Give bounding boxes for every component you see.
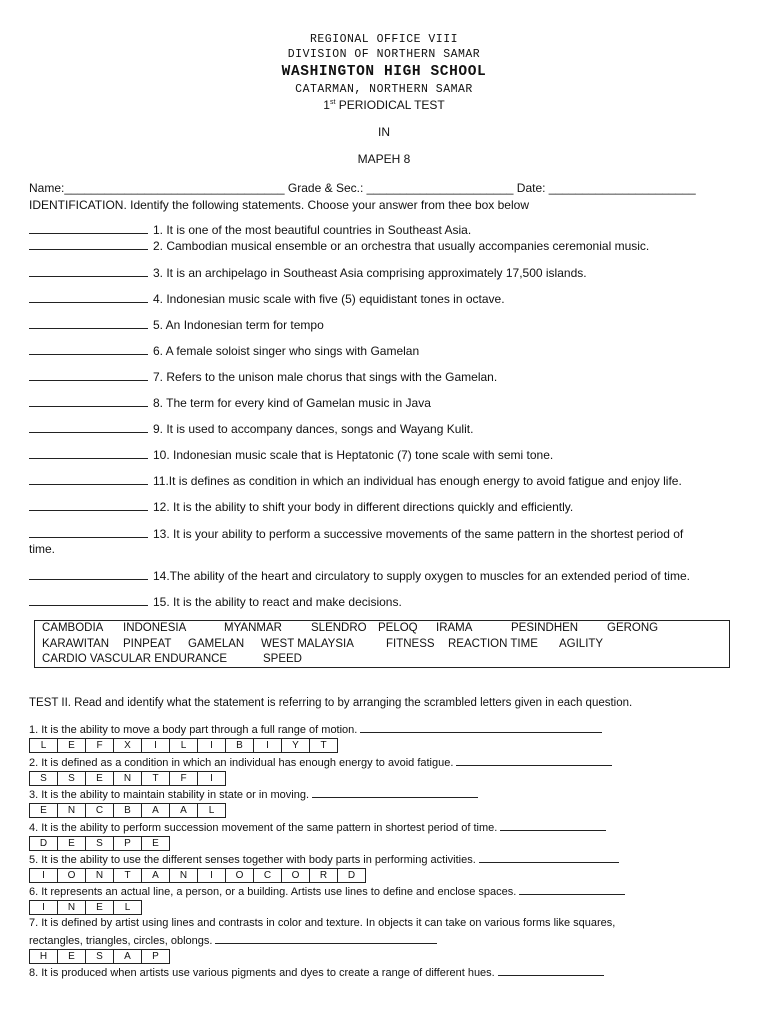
letter-box: L (29, 738, 58, 753)
letter-box: N (57, 900, 86, 915)
scrambled-letters-3 (29, 803, 225, 818)
scrambled-letters-1 (29, 738, 337, 753)
letter-box: L (113, 900, 142, 915)
answer-line[interactable] (360, 722, 602, 733)
answer-blank[interactable] (29, 421, 148, 433)
letter-box: A (169, 803, 198, 818)
test-title: 1st PERIODICAL TEST (323, 98, 445, 112)
answer-line[interactable] (456, 755, 612, 766)
letter-box: T (309, 738, 338, 753)
scrambled-letters-2 (29, 771, 225, 786)
letter-box: S (29, 771, 58, 786)
identification-instructions: IDENTIFICATION. Identify the following statements. Choose your answer from thee box below (29, 198, 529, 212)
answer-blank[interactable] (29, 291, 148, 303)
answer-blank[interactable] (29, 238, 148, 250)
choice: AGILITY (559, 638, 604, 650)
answer-blank[interactable] (29, 594, 148, 606)
letter-box: I (253, 738, 282, 753)
letter-box: N (113, 771, 142, 786)
letter-box: T (113, 868, 142, 883)
division: DIVISION OF NORTHERN SAMAR (287, 48, 481, 61)
choice: FITNESS (386, 638, 435, 650)
letter-box: F (169, 771, 198, 786)
scrambled-letters-7 (29, 949, 169, 964)
letter-box: H (29, 949, 58, 964)
test2-question-3: 3. It is the ability to maintain stability in state or in moving. (29, 787, 478, 801)
letter-box: I (29, 868, 58, 883)
test2-question-7-continued: rectangles, triangles, circles, oblongs. (29, 933, 437, 947)
choice: MYANMAR (224, 622, 282, 634)
letter-box: D (337, 868, 366, 883)
answer-blank[interactable] (29, 473, 148, 485)
name-grade-date-line: Name:_________________________________ Grade & Sec.: ______________________ Date: ______________________ (29, 181, 696, 195)
test2-question-6: 6. It represents an actual line, a person, or a building. Artists use lines to define and enclose spaces. (29, 884, 625, 898)
letter-box: C (85, 803, 114, 818)
choice: GAMELAN (188, 638, 245, 650)
answer-line[interactable] (500, 820, 606, 831)
test2-question-5: 5. It is the ability to use the different senses together with body parts in performing activities. (29, 852, 619, 866)
test-in: IN (378, 125, 390, 139)
choice: PESINDHEN (511, 622, 579, 634)
letter-box: I (29, 900, 58, 915)
question-2: 2. Cambodian musical ensemble or an orchestra that usually accompanies ceremonial music. (29, 238, 649, 253)
choice: IRAMA (436, 622, 473, 634)
letter-box: I (197, 771, 226, 786)
scrambled-letters-5 (29, 868, 365, 883)
letter-box: L (169, 738, 198, 753)
test2-question-2: 2. It is defined as a condition in which an individual has enough energy to avoid fatigue. (29, 755, 612, 769)
letter-box: I (141, 738, 170, 753)
answer-blank[interactable] (29, 343, 148, 355)
letter-box: N (85, 868, 114, 883)
letter-box: E (29, 803, 58, 818)
choice: REACTION TIME (448, 638, 538, 650)
letter-box: O (225, 868, 254, 883)
answer-blank[interactable] (29, 526, 148, 538)
test2-question-8: 8. It is produced when artists use various pigments and dyes to create a range of different hues. (29, 965, 604, 979)
letter-box: A (141, 803, 170, 818)
choice: CAMBODIA (42, 622, 104, 634)
answer-blank[interactable] (29, 499, 148, 511)
subject-title: MAPEH 8 (357, 152, 411, 166)
question-4: 4. Indonesian music scale with five (5) equidistant tones in octave. (29, 291, 505, 306)
answer-line[interactable] (498, 965, 604, 976)
choice: INDONESIA (123, 622, 187, 634)
letter-box: B (113, 803, 142, 818)
answer-blank[interactable] (29, 369, 148, 381)
answer-blank[interactable] (29, 317, 148, 329)
question-14: 14.The ability of the heart and circulatory to supply oxygen to muscles for an extended period of time. (29, 568, 690, 583)
letter-box: Y (281, 738, 310, 753)
letter-box: E (57, 949, 86, 964)
choice: GERONG (607, 622, 659, 634)
question-10: 10. Indonesian music scale that is Heptatonic (7) tone scale with semi tone. (29, 447, 553, 462)
letter-box: N (169, 868, 198, 883)
choice: SLENDRO (311, 622, 367, 634)
question-1: 1. It is one of the most beautiful countries in Southeast Asia. (29, 222, 471, 237)
letter-box: E (85, 771, 114, 786)
answer-blank[interactable] (29, 222, 148, 234)
scrambled-letters-4 (29, 836, 169, 851)
question-7: 7. Refers to the unison male chorus that sings with the Gamelan. (29, 369, 497, 384)
choice: SPEED (263, 653, 302, 665)
letter-box: E (141, 836, 170, 851)
letter-box: P (113, 836, 142, 851)
regional-office: REGIONAL OFFICE VIII (309, 33, 459, 46)
letter-box: I (197, 738, 226, 753)
choice: PELOQ (378, 622, 418, 634)
question-6: 6. A female soloist singer who sings with Gamelan (29, 343, 419, 358)
letter-box: O (57, 868, 86, 883)
school-location: CATARMAN, NORTHERN SAMAR (295, 83, 473, 96)
letter-box: L (197, 803, 226, 818)
test2-instructions: TEST II. Read and identify what the statement is referring to by arranging the scrambled letters given in each question. (29, 697, 633, 709)
test2-question-1: 1. It is the ability to move a body part through a full range of motion. (29, 722, 602, 736)
answer-blank[interactable] (29, 568, 148, 580)
question-11: 11.It is defines as condition in which an individual has enough energy to avoid fatigue and enjoy life. (29, 473, 682, 488)
question-5: 5. An Indonesian term for tempo (29, 317, 324, 332)
choice: PINPEAT (123, 638, 172, 650)
letter-box: F (85, 738, 114, 753)
letter-box: I (197, 868, 226, 883)
choice: WEST MALAYSIA (261, 638, 354, 650)
letter-box: E (57, 836, 86, 851)
letter-box: E (85, 900, 114, 915)
scrambled-letters-6 (29, 900, 141, 915)
answer-line[interactable] (479, 852, 619, 863)
letter-box: D (29, 836, 58, 851)
letter-box: N (57, 803, 86, 818)
letter-box: P (141, 949, 170, 964)
question-9: 9. It is used to accompany dances, songs and Wayang Kulit. (29, 421, 473, 436)
letter-box: B (225, 738, 254, 753)
answer-line[interactable] (215, 933, 437, 944)
letter-box: S (57, 771, 86, 786)
letter-box: O (281, 868, 310, 883)
school-name: WASHINGTON HIGH SCHOOL (281, 64, 487, 80)
letter-box: R (309, 868, 338, 883)
choice: CARDIO VASCULAR ENDURANCE (42, 653, 228, 665)
letter-box: A (141, 868, 170, 883)
answer-choices-box (34, 620, 730, 668)
question-13-continued: time. (29, 542, 56, 556)
test2-question-4: 4. It is the ability to perform succession movement of the same pattern in shortest period of time. (29, 820, 606, 834)
letter-box: X (113, 738, 142, 753)
answer-blank[interactable] (29, 265, 148, 277)
question-13: 13. It is your ability to perform a successive movements of the same pattern in the shortest period of (29, 526, 683, 541)
question-12: 12. It is the ability to shift your body in different directions quickly and efficiently. (29, 499, 573, 514)
choice: KARAWITAN (42, 638, 110, 650)
answer-blank[interactable] (29, 395, 148, 407)
letter-box: S (85, 949, 114, 964)
letter-box: T (141, 771, 170, 786)
test2-question-7: 7. It is defined by artist using lines and contrasts in color and texture. In objects it can take on various forms like squares, (29, 917, 616, 929)
letter-box: S (85, 836, 114, 851)
letter-box: C (253, 868, 282, 883)
answer-line[interactable] (519, 884, 625, 895)
answer-blank[interactable] (29, 447, 148, 459)
question-3: 3. It is an archipelago in Southeast Asia comprising approximately 17,500 islands. (29, 265, 587, 280)
answer-line[interactable] (312, 787, 478, 798)
letter-box: A (113, 949, 142, 964)
letter-box: E (57, 738, 86, 753)
question-15: 15. It is the ability to react and make decisions. (29, 594, 402, 609)
question-8: 8. The term for every kind of Gamelan music in Java (29, 395, 431, 410)
